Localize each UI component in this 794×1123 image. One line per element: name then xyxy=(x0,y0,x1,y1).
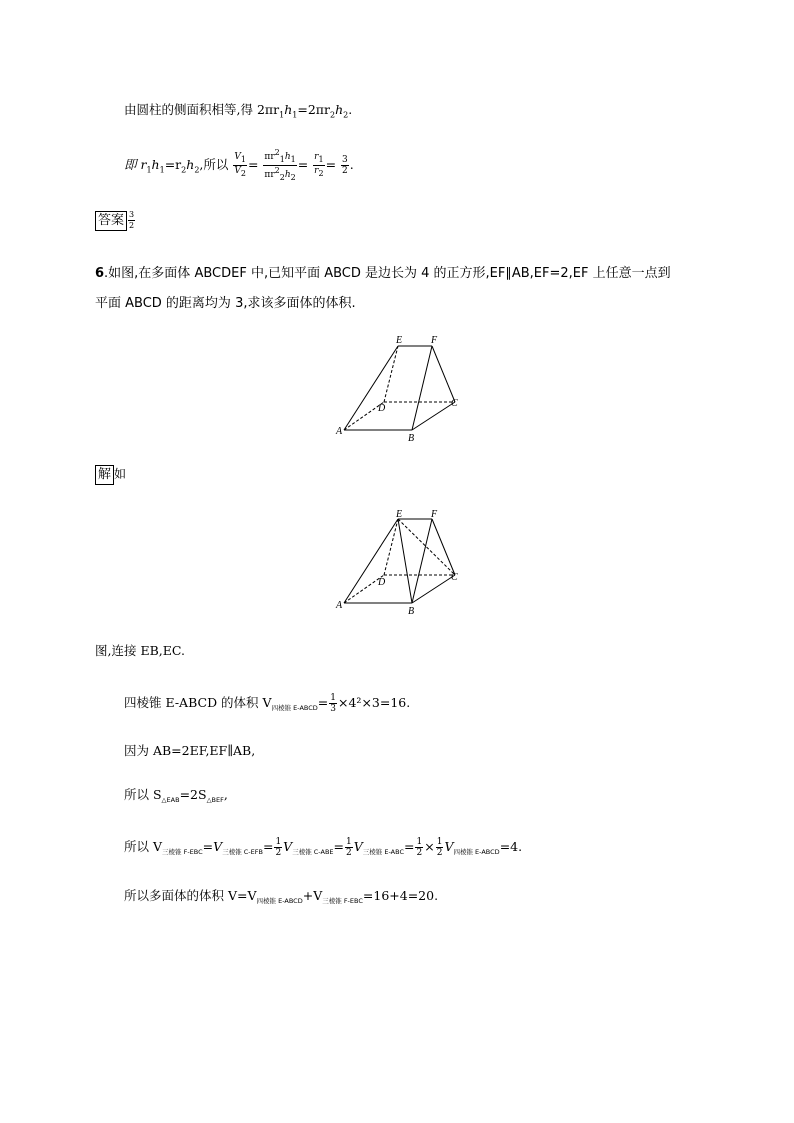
question-6-line-1: 6.如图,在多面体 ABCDEF 中,已知平面 ABCD 是边长为 4 的正方形,EF∥AB,EF=2,EF 上任意一点到 xyxy=(95,266,671,281)
step-1: 四棱锥 E-ABCD 的体积 $V_{四棱锥 E-ABCD}=$ $\frac{1}{3}$ ×4²×3=16. xyxy=(124,693,411,714)
label2-A: A xyxy=(336,600,343,611)
answer-fraction: $\frac{3}{2}$ xyxy=(129,210,135,230)
fraction-r1-r2: $\frac{r_1}{r_2}$ xyxy=(314,152,324,178)
label2-B: B xyxy=(408,606,415,617)
answer-tag: 答案 xyxy=(95,211,127,231)
solution-line-2: 即 $r_1h_1=r_2h_2$,所以 $\frac{V_1}{V_2}$ = $\frac{\pi r^2_1h_1}{\pi r^2_2h_2}$ = $\frac{r_1}{r_2}$ = $\frac{3}{2}$ . xyxy=(124,148,354,182)
polyhedron-figure-2 xyxy=(344,519,455,603)
label-A: A xyxy=(336,426,343,437)
solution-line-1: 由圆柱的侧面积相等,得 $2\pi r_1h_1=2\pi r_2h_2$. xyxy=(124,102,353,120)
step-4: 所以 $V_{三棱锥 F-EBC}=V_{三棱锥 C-EFB}=$ $\frac{1}{2}$ $V_{三棱锥 C-ABE}=$ $\frac{1}{2}$ $V_{三棱锥 E-ABC}=$ $\frac{1}{2}$ × $\frac{1}{2}$ $V_{四棱锥 E-ABCD}=4$. xyxy=(124,837,523,858)
label-B: B xyxy=(408,433,415,444)
question-6-line-2: 平面 ABCD 的距离均为 3,求该多面体的体积. xyxy=(95,296,356,311)
label2-F: F xyxy=(431,509,438,520)
solution-row: 解 如 xyxy=(95,465,126,485)
question-number: 6 xyxy=(95,266,105,281)
step-2: 因为 AB=2EF,EF∥AB, xyxy=(124,743,256,758)
fraction-volume: $\frac{\pi r^2_1h_1}{\pi r^2_2h_2}$ xyxy=(264,148,296,182)
answer-row xyxy=(95,210,136,231)
step-3: 所以 $S_{\triangle EAB}=2S_{\triangle BEF}$, xyxy=(124,787,228,804)
fraction-result: $\frac{3}{2}$ xyxy=(342,154,348,176)
label2-C: C xyxy=(451,572,458,583)
label-E: E xyxy=(396,335,403,346)
step-0: 图,连接 EB,EC. xyxy=(95,643,185,658)
solution-tag: 解 xyxy=(95,465,114,485)
label-D: D xyxy=(378,403,386,414)
step-5: 所以多面体的体积 $V=V_{四棱锥 E-ABCD}+V_{三棱锥 F-EBC}=16+4=20$. xyxy=(124,888,439,905)
fraction-v1-v2: $\frac{V_1}{V_2}$ xyxy=(234,152,246,178)
label-F: F xyxy=(431,335,438,346)
label2-D: D xyxy=(378,577,386,588)
label2-E: E xyxy=(396,509,403,520)
label-C: C xyxy=(451,398,458,409)
